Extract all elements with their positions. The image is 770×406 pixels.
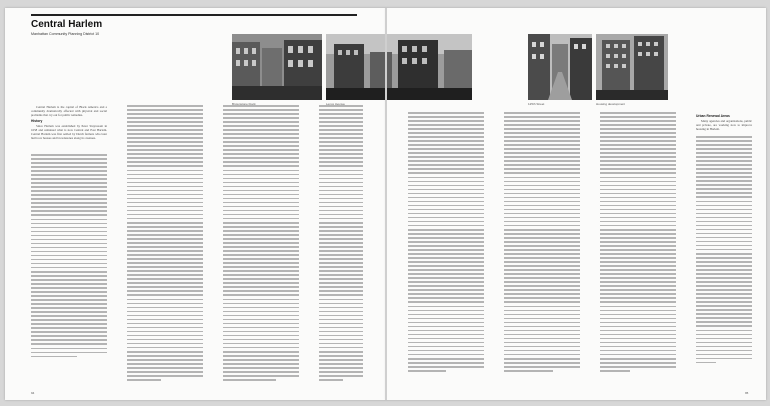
photo-housing-image	[596, 34, 668, 100]
photo-avenue-image	[528, 34, 592, 100]
page-subtitle: Manhattan Community Planning District 10	[31, 32, 100, 36]
photo-avenue	[528, 34, 592, 100]
folio-left: 94	[31, 391, 35, 395]
urban-renewal-heading: Urban Renewal Areas	[696, 114, 730, 118]
urban-renewal-paragraph: Many agencies and organizations, public and private, are working now to improve housing in Harlem.	[696, 119, 752, 132]
page-title: Central Harlem	[31, 19, 103, 30]
photo-brownstones-caption: Brownstone block	[232, 102, 256, 106]
photo-brownstones	[232, 34, 322, 100]
photo-brownstones-image	[232, 34, 322, 100]
right-column-3-text-lines	[600, 112, 676, 374]
folio-right: 95	[745, 391, 749, 395]
column-4-text-lines	[319, 105, 363, 383]
right-column-4-text-lines	[696, 136, 752, 366]
photo-housing	[596, 34, 668, 100]
photo-housing-caption: Housing development	[596, 102, 626, 106]
history-heading: History	[31, 119, 43, 124]
photo-street-image	[326, 34, 472, 100]
photo-street-caption: Lenox Avenue	[326, 102, 345, 106]
photo-street	[326, 34, 472, 100]
column-2-text-lines	[127, 105, 203, 383]
column-3-text-lines	[223, 105, 299, 383]
photo-avenue-caption: 125th Street	[528, 102, 545, 106]
intro-paragraph: Central Harlem is the capital of Black America and a community dramatically affected with physical and social problems that cry out for public remedies.	[31, 105, 107, 118]
history-paragraph: Since Harlem was established by Peter Stuyvesant in 1658 and remained what is now Central and East Harlem. Central Harlem was first settled by Dutch farmers who later built row houses and brownstones along its avenues.	[31, 124, 107, 141]
page-gutter	[385, 8, 387, 400]
column-1-text-lines	[31, 154, 107, 360]
right-column-1-text-lines	[408, 112, 484, 374]
right-column-2-text-lines	[504, 112, 580, 374]
